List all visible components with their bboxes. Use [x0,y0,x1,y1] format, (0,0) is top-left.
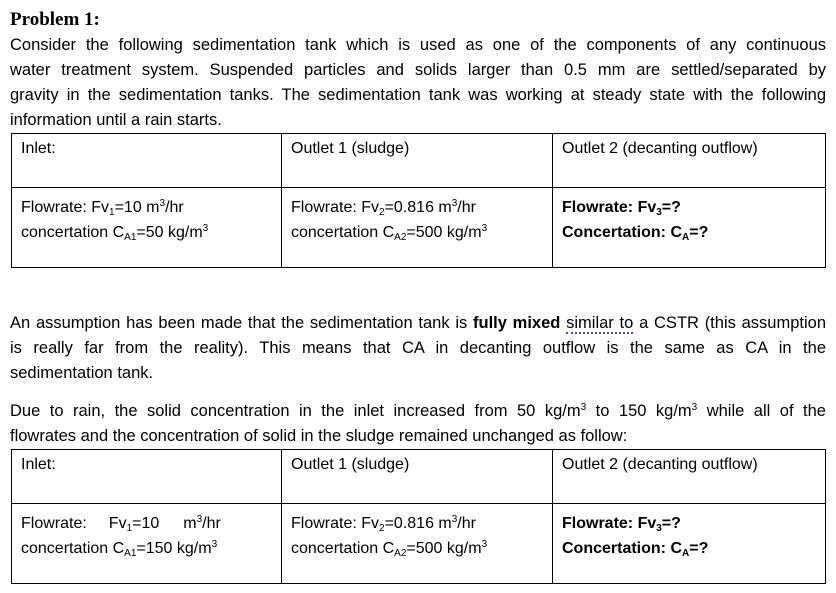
inlet-concentration: concertation $C_{A1}=50$ $kg/m^3$ [21,223,209,243]
rain-line-1: Due to rain, the solid concentration in the inlet increased from 50 $kg/m^3$ to 150 $kg/m^3$ while all of the [10,402,826,420]
outlet2-flowrate: Flowrate: $Fv_3=$? [562,199,681,218]
inlet-values [12,188,282,268]
problem-title: Problem 1: [10,9,100,30]
outlet1-values [282,188,553,268]
outlet1-flowrate: Flowrate: $Fv_2=0.816$ $m^3/hr$ [291,198,476,218]
assumption-line-1: An assumption has been made that the sedimentation tank is fully mixed similar to a CSTR (this assumption [10,314,826,332]
inlet-header: Inlet: [12,450,282,504]
table-data-row [12,504,826,584]
outlet1-values [282,504,553,584]
inlet-concentration: concertation $C_{A1}=150$ $kg/m^3$ [21,539,218,559]
inlet-flowrate: Flowrate: $Fv_1=10$ $m^3/hr$ [21,514,221,534]
rain-condition-table [11,449,826,584]
outlet1-concentration: concertation $C_{A2}=500$ $kg/m^3$ [291,539,488,559]
intro-line-3: gravity in the sedimentation tanks. The sedimentation tank was working at steady state with the following [10,86,826,104]
intro-paragraph [10,33,826,133]
intro-line-1: Consider the following sedimentation tank which is used as one of the components of any continuous [10,36,826,54]
outlet1-flowrate: Flowrate: $Fv_2=0.816$ $m^3/hr$ [291,514,476,534]
rain-paragraph [10,399,826,449]
outlet2-values [553,188,826,268]
outlet2-header: Outlet 2 (decanting outflow) [553,134,826,188]
intro-line-4: information until a rain starts. [10,111,222,129]
outlet2-values [553,504,826,584]
outlet1-header: Outlet 1 (sludge) [282,134,553,188]
assumption-paragraph [10,311,826,386]
inlet-flowrate: Flowrate: $Fv_1=10$ $m^3/hr$ [21,198,184,218]
outlet2-header: Outlet 2 (decanting outflow) [553,450,826,504]
assumption-line-2: is really far from the reality). This means that CA in decanting outflow is the same as CA in the [10,339,826,357]
inlet-header: Inlet: [12,134,282,188]
assumption-line-3: sedimentation tank. [10,364,154,382]
table-header-row [12,134,826,188]
outlet2-flowrate: Flowrate: $Fv_3=$? [562,515,681,534]
outlet1-header: Outlet 1 (sludge) [282,450,553,504]
steady-state-table [11,133,826,268]
table-header-row [12,450,826,504]
outlet2-concentration: Concertation: $C_A=$? [562,540,709,559]
outlet1-concentration: concertation $C_{A2}=500$ $kg/m^3$ [291,223,488,243]
intro-line-2: water treatment system. Suspended particles and solids larger than 0.5 mm are settled/separated by [10,61,826,79]
rain-line-2: flowrates and the concentration of solid in the sludge remained unchanged as follow: [10,427,628,445]
inlet-values [12,504,282,584]
table-data-row [12,188,826,268]
outlet2-concentration: Concertation: $C_A=$? [562,224,709,243]
